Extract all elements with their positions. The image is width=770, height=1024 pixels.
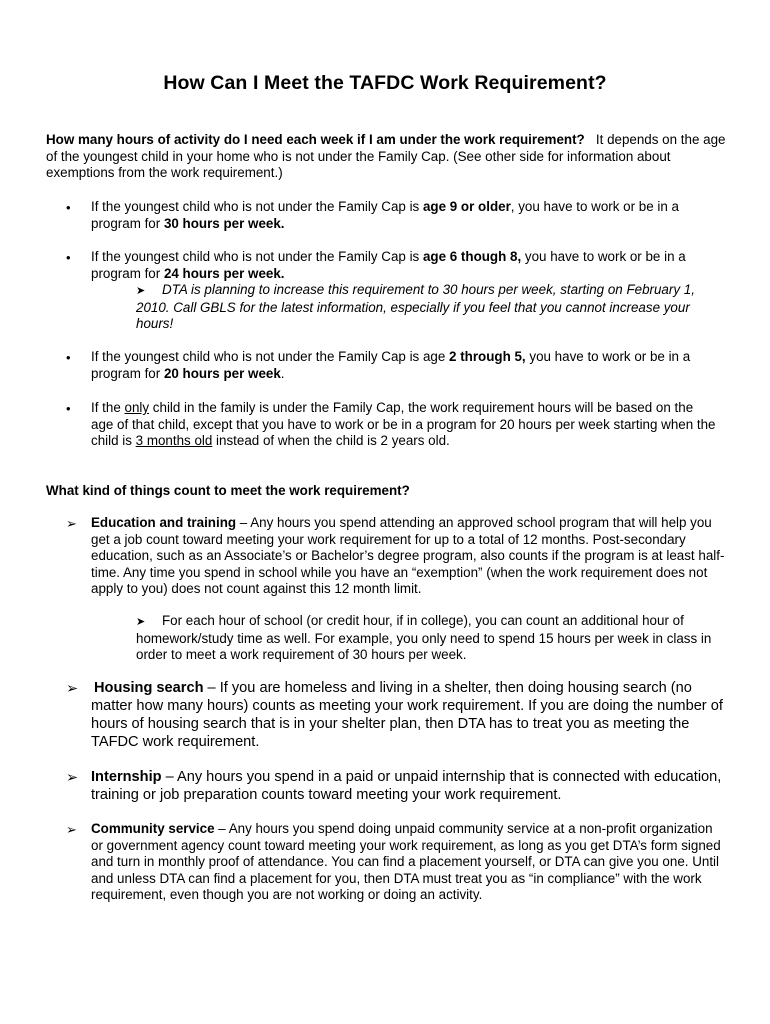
item-emphasis: age 9 or older <box>422 199 511 214</box>
list-item <box>91 199 723 232</box>
intro-answer: It depends on the age of the youngest child in your home who is not under the Family Cap. (See other side for information about exemptions from the work requirement.) <box>46 132 726 180</box>
list-item <box>91 679 723 751</box>
item-underline: only <box>124 400 150 415</box>
item-text: instead of when the child is 2 years old. <box>212 433 450 448</box>
arrow-bullet-icon: ➢ <box>66 681 79 697</box>
section-heading: What kind of things count to meet the work requirement? <box>46 483 410 498</box>
item-text: If the youngest child who is not under the Family Cap is <box>91 199 423 214</box>
list-item <box>91 349 723 382</box>
item-label: Internship <box>91 769 162 785</box>
arrowhead-icon: ➤ <box>136 285 146 297</box>
list-item <box>91 515 727 598</box>
item-text: If the youngest child who is not under the Family Cap is age <box>91 349 450 364</box>
item-emphasis: 24 hours per week. <box>163 265 285 281</box>
arrowhead-icon: ➤ <box>136 616 146 628</box>
sub-note <box>136 613 716 664</box>
item-label: Housing search <box>94 680 204 696</box>
item-underline: 3 months old <box>135 433 213 448</box>
bullet-icon: • <box>66 200 71 215</box>
item-text: – Any hours you spend attending an approved school program that will help you get a job count toward meeting your work requirement for up to a total of 12 months. Post-secondary education, such as an Associate’s or Bachelor’s degree program, also counts if the program is at least half-time. Any time you spend in school while you have an “exemption” (when the work requirement does not apply to you) does not count against this 12 month limit. <box>91 515 725 596</box>
item-text: – Any hours you spend doing unpaid community service at a non-profit organization or government agency count toward meeting your work requirement, as long as you get DTA’s form signed and turn in monthly proof of attendance. You can find a placement yourself, or DTA can give you one. Until and unless DTA can find a placement for you, then DTA must treat you as “in compliance” with the work requirement, even though you are not working or doing an activity. <box>91 821 721 902</box>
item-emphasis: 2 through 5, <box>449 349 526 364</box>
list-item <box>91 400 717 450</box>
sub-note <box>136 282 716 333</box>
intro-paragraph <box>46 132 726 182</box>
item-text: you have to work or be in a program for <box>91 249 686 281</box>
arrow-bullet-icon: ➢ <box>66 516 77 531</box>
item-text: child in the family is under the Family Cap, the work requirement hours will be based on the age of that child, except that you have to work or be in a program for 20 hours per week starting when the child is <box>91 400 716 448</box>
bullet-icon: • <box>66 250 71 265</box>
bullet-icon: • <box>66 350 71 365</box>
bullet-icon: • <box>66 401 71 416</box>
item-text: you have to work or be in a program for <box>91 349 691 381</box>
item-label: Community service <box>91 821 215 836</box>
page-title: How Can I Meet the TAFDC Work Requirement? <box>163 72 607 94</box>
arrow-bullet-icon: ➢ <box>66 822 77 837</box>
item-label: Education and training <box>91 515 237 530</box>
item-text: If the <box>91 400 125 415</box>
list-item <box>91 768 723 804</box>
note-text: DTA is planning to increase this requirement to 30 hours per week, starting on February 1, 2010. Call GBLS for the latest information, especially if you feel that you cannot increase your hours! <box>136 282 695 331</box>
arrow-bullet-icon: ➢ <box>66 770 79 786</box>
item-emphasis: 20 hours per week <box>163 365 281 381</box>
note-text: For each hour of school (or credit hour, if in college), you can count an additional hour of homework/study time as well. For example, you only need to spend 15 hours per week in class in order to meet a work requirement of 30 hours per week. <box>136 613 712 662</box>
list-item <box>91 249 723 282</box>
item-text: . <box>280 365 285 381</box>
item-text: – If you are homeless and living in a shelter, then doing housing search (no matter how many hours) counts as meeting your work requirement. If you are doing the number of hours of housing search that is in your shelter plan, then DTA has to treat you as meeting the TAFDC work requirement. <box>91 680 723 750</box>
item-text: – Any hours you spend in a paid or unpaid internship that is connected with education, training or job preparation counts toward meeting your work requirement. <box>91 769 722 803</box>
intro-question: How many hours of activity do I need each week if I am under the work requirement? <box>46 132 585 147</box>
item-text: , you have to work or be in a program for <box>91 199 680 231</box>
list-item <box>91 821 727 904</box>
item-emphasis: age 6 though 8, <box>422 249 522 264</box>
item-emphasis: 30 hours per week. <box>163 215 285 231</box>
item-text: If the youngest child who is not under the Family Cap is <box>91 249 423 264</box>
